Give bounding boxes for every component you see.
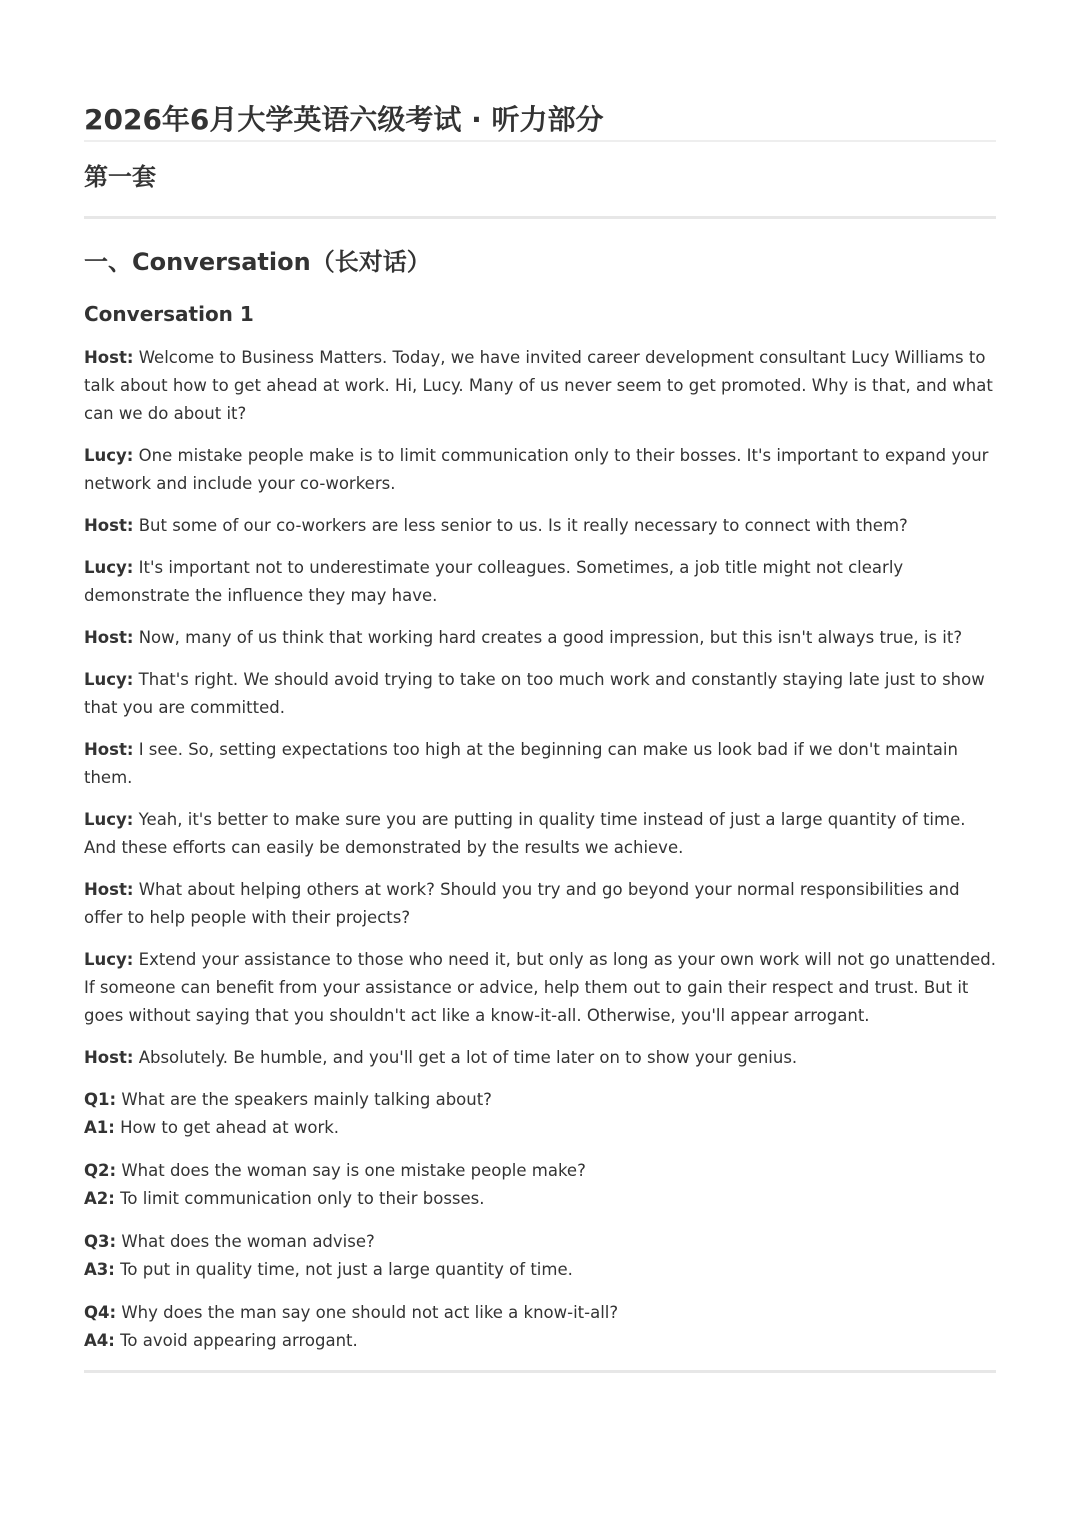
question-text: What does the woman say is one mistake people make?: [116, 1161, 586, 1180]
dialogue-line: [84, 624, 996, 652]
question-text: What are the speakers mainly talking about?: [116, 1090, 492, 1109]
answer-label: A4:: [84, 1331, 115, 1350]
question-label: Q4:: [84, 1303, 117, 1322]
dialogue-text: I see. So, setting expectations too high at the beginning can make us look bad if we don't maintain them.: [84, 740, 958, 787]
qa-item: [84, 1299, 996, 1355]
dialogue-text: But some of our co-workers are less senior to us. Is it really necessary to connect with them?: [133, 516, 908, 535]
dialogue-text: It's important not to underestimate your colleagues. Sometimes, a job title might not clearly demonstrate the influence they may have.: [84, 558, 904, 605]
question-text: Why does the man say one should not act like a know-it-all?: [116, 1303, 619, 1322]
answer-text: How to get ahead at work.: [114, 1118, 340, 1137]
horizontal-rule: [84, 216, 996, 219]
dialogue-text: What about helping others at work? Should you try and go beyond your normal responsibilities and offer to help people with their projects?: [84, 880, 960, 927]
horizontal-rule: [84, 1370, 996, 1373]
set-title: 第一套: [84, 163, 156, 191]
section-title: 一、Conversation（长对话）: [84, 248, 431, 276]
dialogue: [84, 344, 996, 1072]
dialogue-text: Now, many of us think that working hard creates a good impression, but this isn't always true, is it?: [133, 628, 963, 647]
qa-item: [84, 1086, 996, 1142]
dialogue-text: Absolutely. Be humble, and you'll get a lot of time later on to show your genius.: [133, 1048, 798, 1067]
speaker-label: Lucy:: [84, 558, 134, 577]
dialogue-line: [84, 806, 996, 862]
speaker-label: Host:: [84, 880, 134, 899]
speaker-label: Host:: [84, 628, 134, 647]
question-answer-list: [84, 1086, 996, 1355]
answer-label: A1:: [84, 1118, 115, 1137]
dialogue-line: [84, 344, 996, 428]
dialogue-line: [84, 512, 996, 540]
speaker-label: Lucy:: [84, 810, 134, 829]
dialogue-text: One mistake people make is to limit communication only to their bosses. It's important to expand your network and include your co-workers.: [84, 446, 989, 493]
document-page: [84, 0, 996, 1373]
speaker-label: Host:: [84, 1048, 134, 1067]
speaker-label: Lucy:: [84, 446, 134, 465]
answer-label: A3:: [84, 1260, 115, 1279]
answer-text: To avoid appearing arrogant.: [114, 1331, 358, 1350]
dialogue-line: [84, 554, 996, 610]
qa-item: [84, 1157, 996, 1213]
dialogue-line: [84, 666, 996, 722]
dialogue-text: Welcome to Business Matters. Today, we have invited career development consultant Lucy Williams to talk about how to get ahead at work. Hi, Lucy. Many of us never seem to get promoted. Why is that, and what can we do about it?: [84, 348, 993, 423]
dialogue-line: [84, 736, 996, 792]
dialogue-line: [84, 1044, 996, 1072]
answer-text: To put in quality time, not just a large quantity of time.: [114, 1260, 573, 1279]
document-title: 2026年6月大学英语六级考试 · 听力部分: [84, 103, 604, 136]
speaker-label: Host:: [84, 348, 134, 367]
answer-label: A2:: [84, 1189, 115, 1208]
dialogue-text: Extend your assistance to those who need it, but only as long as your own work will not go unattended. If someone can benefit from your assistance or advice, help them out to gain their respect and trust. But it goes without saying that you shouldn't act like a know-it-all. Otherwise, you'll appear arrogant.: [84, 950, 996, 1025]
question-label: Q2:: [84, 1161, 117, 1180]
speaker-label: Host:: [84, 516, 134, 535]
question-text: What does the woman advise?: [116, 1232, 375, 1251]
dialogue-line: [84, 876, 996, 932]
dialogue-line: [84, 946, 996, 1030]
answer-text: To limit communication only to their bosses.: [114, 1189, 485, 1208]
title-divider: [84, 140, 996, 142]
speaker-label: Host:: [84, 740, 134, 759]
qa-item: [84, 1228, 996, 1284]
dialogue-text: That's right. We should avoid trying to take on too much work and constantly staying late just to show that you are committed.: [84, 670, 985, 717]
speaker-label: Lucy:: [84, 670, 134, 689]
question-label: Q3:: [84, 1232, 117, 1251]
speaker-label: Lucy:: [84, 950, 134, 969]
dialogue-line: [84, 442, 996, 498]
dialogue-text: Yeah, it's better to make sure you are putting in quality time instead of just a large quantity of time. And these efforts can easily be demonstrated by the results we achieve.: [84, 810, 966, 857]
question-label: Q1:: [84, 1090, 117, 1109]
conversation-title: Conversation 1: [84, 302, 254, 326]
